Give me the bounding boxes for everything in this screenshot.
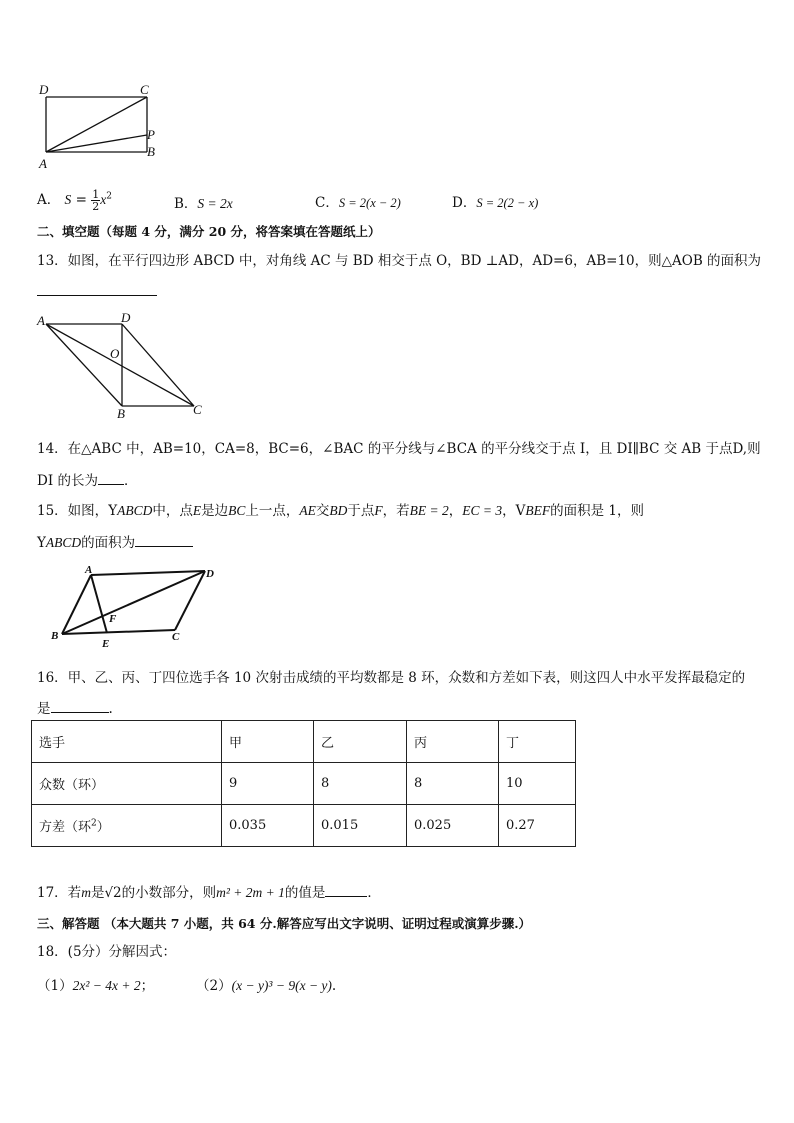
q15-text-3: 上一点， — [245, 503, 300, 519]
table-cell: 0.025 — [407, 805, 499, 847]
line-bd — [62, 571, 205, 634]
figure-parallelogram-15 — [45, 560, 235, 652]
table-row — [32, 763, 576, 805]
table-cell: 0.035 — [222, 805, 314, 847]
q15-abcd-2: ABCD — [45, 535, 82, 550]
line-ad — [91, 571, 205, 575]
question-16-line1: 16．甲、乙、丙、丁四位选手各 10 次射击成绩的平均数都是 8 环，众数和方差如下表，则这四人中水平发挥最稳定的 — [37, 670, 746, 686]
question-18-title: 18．(5分）分解因式： — [37, 944, 177, 960]
q15-intro: 15．如图， — [37, 503, 109, 519]
question-13-text: 13．如图，在平行四边形 ABCD 中，对角线 AC 与 BD 相交于点 O，BD ⊥AD，AD=6，AB=10，则△AOB 的面积为 — [37, 253, 762, 269]
question-16-end: . — [108, 701, 113, 717]
label-p: P — [147, 127, 155, 142]
option-d-expr: S = 2(2 − x) — [476, 196, 539, 210]
section-2-title: 二、填空题（每题 4 分，满分 20 分，将答案填在答题纸上） — [37, 224, 381, 239]
score-table — [31, 720, 576, 847]
table-row — [32, 805, 576, 847]
option-a-denominator: 2 — [92, 200, 100, 213]
line-ab — [46, 324, 122, 406]
table-cell — [32, 805, 222, 847]
question-15-line1 — [37, 499, 644, 519]
option-b — [174, 192, 233, 212]
table-row — [32, 721, 576, 763]
option-a-eq: = — [75, 192, 87, 208]
question-18-part2 — [196, 974, 336, 994]
option-b-expr: S = 2x — [197, 196, 233, 211]
question-14-line1: 14．在△ABC 中，AB=10，CA=8，BC=6，∠BAC 的平分线与∠BCA 的平分线交于点 I，且 DI∥BC 交 AB 于点D,则 — [37, 441, 761, 457]
q15-text-7: ， — [502, 503, 516, 519]
question-16-line2-text: 是 — [37, 701, 51, 717]
option-d — [452, 191, 538, 211]
question-16-answer-blank — [51, 700, 109, 713]
question-17-answer-blank — [325, 884, 367, 897]
section-3-title: 三、解答题 （本大题共 7 小题，共 64 分.解答应写出文字说明、证明过程或演算步骤.） — [37, 916, 532, 931]
table-cell: 丁 — [499, 721, 576, 763]
q15-bef: BEF — [525, 503, 551, 518]
label-c: C — [193, 402, 202, 417]
q15-f: F — [374, 503, 383, 518]
table-cell: 选手 — [32, 721, 222, 763]
option-b-letter: B． — [174, 196, 198, 212]
label-d: D — [206, 568, 214, 580]
table-cell: 众数（环） — [32, 763, 222, 805]
label-f: F — [109, 613, 117, 625]
question-14-answer-blank — [98, 472, 124, 485]
figure-rectangle-abcd — [30, 80, 170, 175]
line-dc — [122, 324, 194, 406]
q18-part1-label: （1） — [37, 978, 73, 994]
q15-text-8: 的面积是 1，则 — [550, 503, 645, 519]
line-ae — [91, 575, 107, 633]
label-a: A — [85, 564, 93, 576]
question-16-line2 — [37, 697, 113, 717]
label-b: B — [51, 630, 59, 642]
q18-part1-expression: 2x² − 4x + 2 — [72, 978, 141, 993]
option-c-letter: C． — [315, 195, 339, 211]
table-cell: 0.27 — [499, 805, 576, 847]
option-a-letter: A． — [37, 192, 61, 208]
q17-m: m — [81, 885, 91, 900]
label-c: C — [140, 82, 149, 97]
parallelogram-symbol: Y — [108, 503, 118, 519]
q15-bc: BC — [228, 503, 246, 518]
q17-expression: m² + 2m + 1 — [216, 885, 285, 900]
question-15-answer-blank — [135, 534, 193, 547]
q18-part1-sep: ； — [140, 978, 155, 994]
q18-part2-expression: (x − y)³ − 9(x − y) — [231, 978, 332, 993]
q17-text-3: 的小数部分，则 — [121, 885, 217, 901]
q15-ec: EC — [462, 503, 480, 518]
option-d-letter: D． — [452, 195, 477, 211]
q15-text-5: 于点 — [347, 503, 375, 519]
label-o: O — [110, 346, 120, 361]
option-a-var: x — [100, 192, 107, 207]
line-dc — [175, 571, 205, 630]
q17-text-2: 是 — [90, 885, 105, 901]
table-cell: 甲 — [222, 721, 314, 763]
option-a-fraction — [91, 189, 100, 212]
label-b: B — [147, 144, 155, 159]
q15-abcd: ABCD — [117, 503, 153, 518]
variance-label-close: ） — [96, 820, 110, 835]
label-b: B — [117, 406, 125, 421]
q15-text-1: 中，点 — [152, 503, 193, 519]
q17-sqrt: √2 — [104, 885, 122, 901]
q15-be-value: = 2 — [426, 503, 449, 518]
q17-text-1: 17．若 — [37, 885, 82, 901]
q15-ae: AE — [299, 503, 316, 518]
table-cell: 0.015 — [314, 805, 407, 847]
option-a-exp: 2 — [106, 191, 112, 202]
q15-e: E — [192, 503, 202, 518]
label-d: D — [39, 82, 49, 97]
variance-unit-exponent: 2 — [91, 818, 97, 829]
line-bc — [62, 630, 175, 634]
question-14-line2 — [37, 469, 137, 489]
q15-ec-value: = 3 — [479, 503, 503, 518]
q17-end: ． — [367, 885, 381, 901]
question-17 — [37, 881, 381, 901]
option-a-numerator: 1 — [92, 188, 100, 201]
option-c-expr: S = 2(x − 2) — [338, 196, 401, 210]
q17-text-4: 的值是 — [284, 885, 326, 901]
table-cell: 8 — [314, 763, 407, 805]
question-13-answer-blank — [37, 281, 157, 296]
triangle-symbol: V — [515, 503, 526, 519]
q15-text-4: 交 — [315, 503, 330, 519]
table-cell: 乙 — [314, 721, 407, 763]
q18-part2-label: （2） — [196, 978, 232, 994]
q15-be: BE — [409, 503, 427, 518]
table-cell: 8 — [407, 763, 499, 805]
label-a: A — [37, 313, 45, 328]
line-ab — [62, 575, 91, 634]
table-cell: 丙 — [407, 721, 499, 763]
figure-parallelogram-13 — [30, 306, 210, 421]
label-d: D — [121, 310, 131, 325]
q15-text-2: 是边 — [201, 503, 229, 519]
parallelogram-symbol-2: Y — [37, 535, 46, 551]
table-cell: 9 — [222, 763, 314, 805]
table-cell: 10 — [499, 763, 576, 805]
question-14-end: ． — [123, 473, 138, 489]
question-18-part1 — [37, 974, 154, 994]
label-c: C — [172, 631, 180, 643]
question-14-line2-text: DI 的长为 — [37, 473, 98, 489]
q15-text-6: ，若 — [382, 503, 410, 519]
q15-bd: BD — [329, 503, 348, 518]
label-e: E — [102, 638, 110, 650]
option-a-lhs: S — [64, 192, 72, 207]
variance-label: 方差（环 — [39, 820, 92, 835]
q15-comma: ， — [448, 503, 463, 519]
question-15-line2 — [37, 531, 193, 551]
option-c — [315, 191, 401, 211]
option-a — [37, 188, 112, 212]
q15-text-9: 的面积为 — [81, 535, 136, 551]
q18-part2-end: . — [331, 978, 337, 994]
label-a: A — [39, 156, 47, 171]
line-ac — [46, 324, 194, 406]
